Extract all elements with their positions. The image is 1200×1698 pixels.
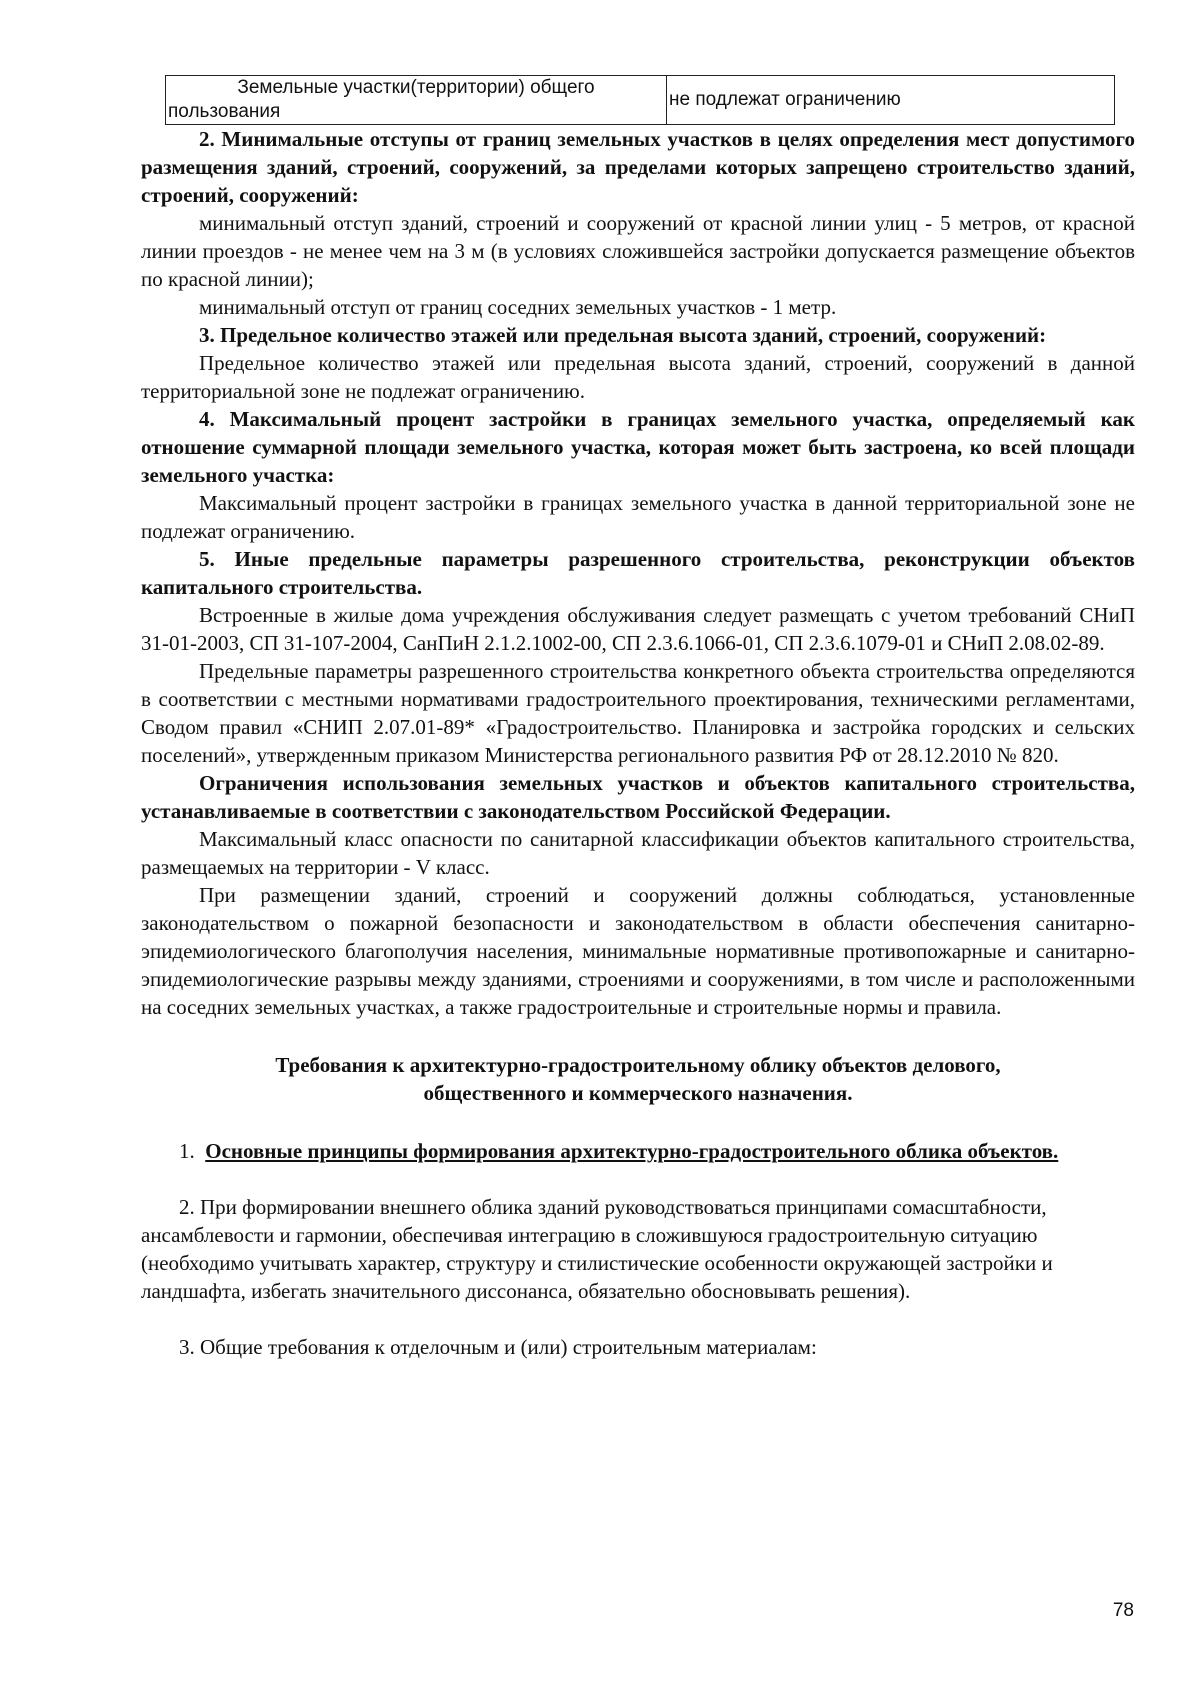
document-page	[141, 75, 1135, 1361]
section-2-paragraph-2: минимальный отступ от границ соседних земельных участков - 1 метр.	[199, 295, 837, 319]
item-text: Основные принципы формирования архитектурно-градостроительного облика объектов.	[205, 1139, 1059, 1163]
requirements-item-1	[141, 1137, 1135, 1165]
restrictions-paragraph-2: При размещении зданий, строений и сооружений должны соблюдаться, установленные законодательством о пожарной безопасности и законодательством в области обеспечения санитарно-эпидемиологического благополучия населения, минимальные нормативные противопожарные и санитарно-эпидемиологические разрывы между зданиями, строениями и сооружениями, в том числе и расположенными на соседних земельных участках, а также градостроительные и строительные нормы и правила.	[141, 883, 1135, 1019]
table-cell-restriction: не подлежат ограничению	[667, 76, 1115, 125]
item-number: 1.	[179, 1139, 195, 1163]
table-cell-line: Земельные участки(территории) общего	[237, 77, 595, 98]
requirements-title	[141, 1051, 1135, 1107]
table-cell-land-type	[166, 76, 667, 125]
section-5-paragraph-2: Предельные параметры разрешенного строительства конкретного объекта строительства определяются в соответствии с местными нормативами градостроительного проектирования, техническими регламентами, Сводом правил «СНИП 2.07.01-89* «Градостроительство. Планировка и застройка городских и сельских поселений», утвержденным приказом Министерства регионального развития РФ от 28.12.2010 № 820.	[141, 659, 1135, 767]
table-row	[166, 76, 1115, 125]
section-5-paragraph-1: Встроенные в жилые дома учреждения обслуживания следует размещать с учетом требований СНиП 31-01-2003, СП 31-107-2004, СанПиН 2.1.2.1002-00, СП 2.3.6.1066-01, СП 2.3.6.1079-01 и СНиП 2.08.02-89.	[141, 603, 1135, 655]
requirements-item-2: 2. При формировании внешнего облика зданий руководствоваться принципами сомасштабности, ансамблевости и гармонии, обеспечивая интеграцию в сложившуюся градостроительную ситуацию (необходимо учитывать характер, структуру и стилистические особенности окружающей застройки и ландшафта, избегать значительного диссонанса, обязательно обосновывать решения).	[141, 1195, 1053, 1303]
section-2-paragraph-1: минимальный отступ зданий, строений и сооружений от красной линии улиц - 5 метров, от красной линии проездов - не менее чем на 3 м (в условиях сложившейся застройки допускается размещение объектов по красной линии);	[141, 211, 1135, 291]
requirements-title-line: Требования к архитектурно-градостроительному облику объектов делового,	[275, 1053, 1001, 1077]
section-3-paragraph: Предельное количество этажей или предельная высота зданий, строений, сооружений в данной территориальной зоне не подлежат ограничению.	[141, 351, 1135, 403]
section-4-heading: 4. Максимальный процент застройки в границах земельного участка, определяемый как отношение суммарной площади земельного участка, которая может быть застроена, ко всей площади земельного участка:	[141, 407, 1135, 487]
restrictions-paragraph-1: Максимальный класс опасности по санитарной классификации объектов капитального строительства, размещаемых на территории - V класс.	[141, 827, 1135, 879]
section-4-paragraph: Максимальный процент застройки в границах земельного участка в данной территориальной зоне не подлежат ограничению.	[141, 491, 1135, 543]
land-use-table	[165, 75, 1115, 125]
page-number: 78	[1112, 1600, 1134, 1621]
requirements-title-line: общественного и коммерческого назначения.	[423, 1081, 853, 1105]
restrictions-heading: Ограничения использования земельных участков и объектов капитального строительства, устанавливаемые в соответствии с законодательством Российской Федерации.	[141, 771, 1135, 823]
section-2-heading: 2. Минимальные отступы от границ земельных участков в целях определения мест допустимого размещения зданий, строений, сооружений, за пределами которых запрещено строительство зданий, строений, сооружений:	[141, 127, 1135, 207]
section-3-heading: 3. Предельное количество этажей или предельная высота зданий, строений, сооружений:	[199, 323, 1047, 347]
requirements-item-3: 3. Общие требования к отделочным и (или) строительным материалам:	[179, 1335, 817, 1359]
table-cell-line: пользования	[168, 101, 281, 122]
section-5-heading: 5. Иные предельные параметры разрешенного строительства, реконструкции объектов капитального строительства.	[141, 547, 1135, 599]
